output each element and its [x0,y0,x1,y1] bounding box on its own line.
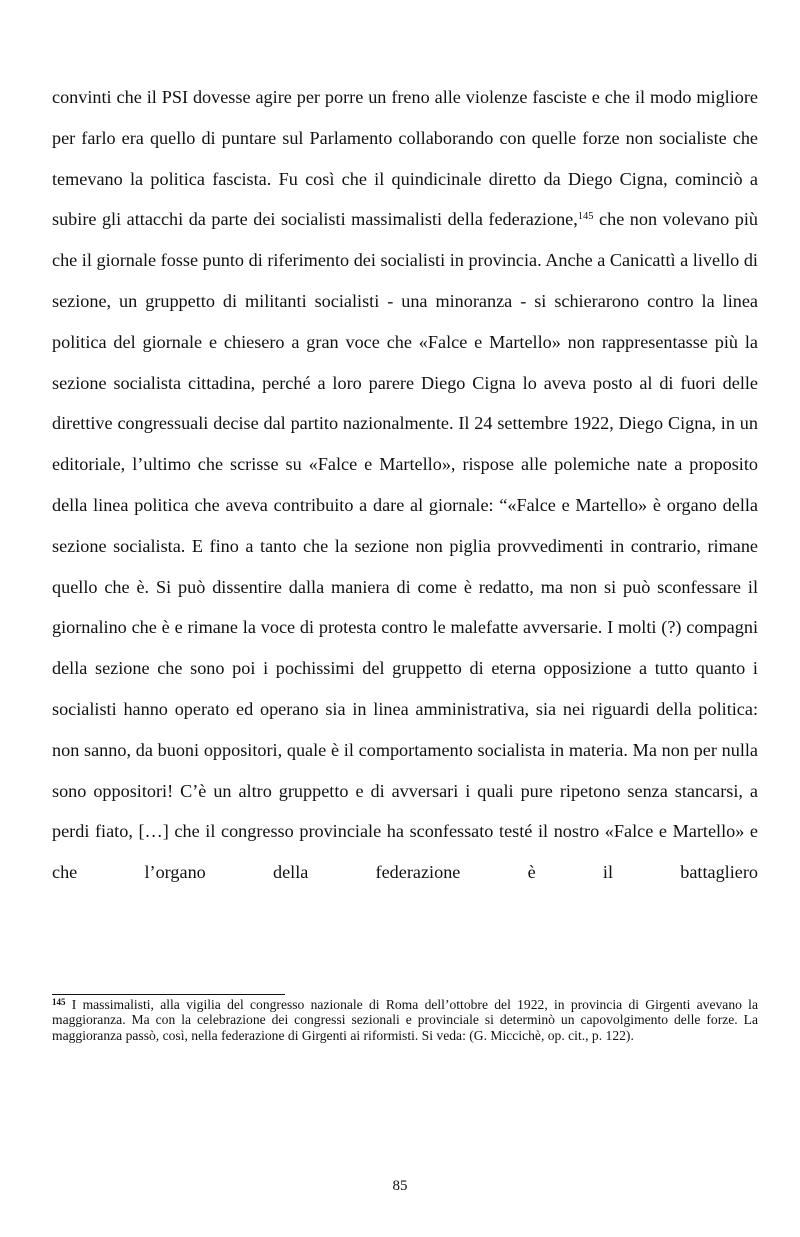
footnote-reference: 145 [577,211,594,223]
footnote-number: 145 [52,997,66,1007]
body-text-before-note: convinti che il PSI dovesse agire per porre un freno alle violenze fasciste e che il modo migliore per farlo era quello di puntare sul Parlamento collaborando con quelle forze non socialiste che temevano la politica fascista. Fu così che il quindicinale diretto da Diego Cigna, cominciò a subire gli attacchi da parte dei socialisti massimalisti della federazione, [52,87,758,230]
footnote-text: I massimalisti, alla vigilia del congresso nazionale di Roma dell’ottobre del 1922, in provincia di Girgenti avevano la maggioranza. Ma con la celebrazione dei congressi sezionali e provinciale si determinò un capovolgimento delle forze. La maggioranza passò, così, nella federazione di Girgenti ai riformisti. Si veda: (G. Miccichè, op. cit., p. 122). [52,997,758,1043]
page-number: 85 [392,1178,408,1194]
body-text-after-note: che non volevano più che il giornale fosse punto di riferimento dei socialisti in provincia. Anche a Canicattì a livello di sezione, un gruppetto di militanti socialisti - una minoranza - si schierarono contro la linea politica del giornale e chiesero a gran voce che «Falce e Martello» non rappresentasse più la sezione socialista cittadina, perché a loro parere Diego Cigna lo aveva posto al di fuori delle direttive congressuali decise dal partito nazionalmente. Il 24 settembre 1922, Diego Cigna, in un editoriale, l’ultimo che scrisse su «Falce e Martello», rispose alle polemiche nate a proposito della linea politica che aveva contribuito a dare al giornale: “«Falce e Martello» è organo della sezione socialista. E fino a tanto che la sezione non piglia provvedimenti in contrario, rimane quello che è. Si può dissentire dalla maniera di come è redatto, ma non si può sconfessare il giornalino che è e rimane la voce di protesta contro le malefatte avversarie. I molti (?) compagni della sezione che sono poi i pochissimi del gruppetto di eterna opposizione a tutto quanto i socialisti hanno operato ed operano sia in linea amministrativa, sia nei riguardi della politica: non sanno, da buoni oppositori, quale è il comportamento socialista in materia. Ma non per nulla sono oppositori! C’è un altro gruppetto e di avversari i quali pure ripetono senza stancarsi, a perdi fiato, […] che il congresso provinciale ha sconfessato testé il nostro «Falce e Martello» e che l’organo della federazione è il battagliero [52,209,758,883]
body-paragraph [52,77,758,893]
footnote [52,997,758,1043]
footnote-separator [52,994,285,995]
